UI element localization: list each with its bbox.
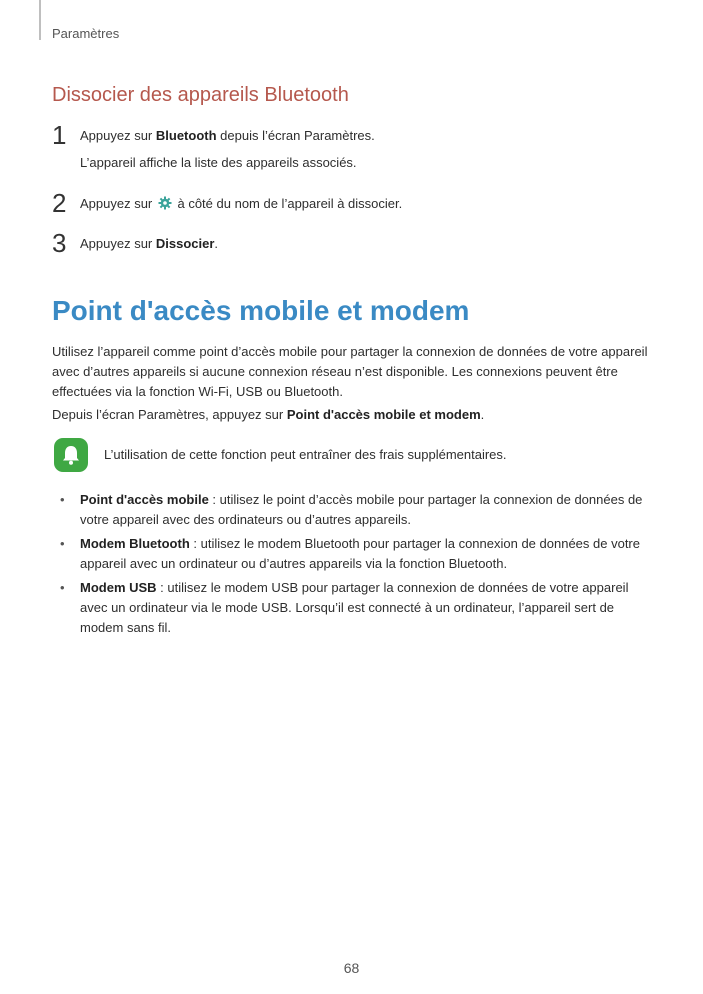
step-number: 2 (52, 188, 67, 218)
feature-bullet-list (52, 490, 652, 642)
step-note: L’appareil affiche la liste des appareils associés. (80, 155, 357, 170)
gear-icon (158, 196, 172, 210)
step-text-post: . (214, 236, 219, 251)
bullet-term: Modem Bluetooth (80, 536, 190, 551)
header-section-title: Paramètres (52, 26, 120, 41)
note-text: L’utilisation de cette fonction peut entraîner des frais supplémentaires. (104, 447, 507, 462)
step-text-post: depuis l’écran Paramètres. (216, 128, 375, 143)
step-number: 1 (52, 120, 67, 150)
step-text-pre: Appuyez sur (80, 236, 156, 251)
bullet-text: : utilisez le modem Bluetooth pour partager la connexion de données de votre appareil avec un ordinateur ou d’autres appareils via la fonction Bluetooth. (80, 536, 640, 571)
path-text-post: . (480, 407, 485, 422)
bullet-icon: • (60, 536, 65, 551)
step-text (80, 128, 375, 144)
hotspot-path-paragraph (52, 405, 652, 425)
page-number: 68 (343, 960, 360, 976)
header-rule (39, 0, 41, 40)
step-bold-term: Dissocier (155, 236, 215, 251)
bell-icon (54, 438, 88, 472)
bullet-icon: • (60, 580, 65, 595)
step-text (80, 236, 218, 252)
step-text (80, 196, 402, 212)
step-bold-term: Bluetooth (155, 128, 217, 143)
bullet-term: Point d'accès mobile (80, 492, 209, 507)
bullet-text: : utilisez le modem USB pour partager la connexion de données de votre appareil avec un ordinateur via le mode USB. Lorsqu’il est connecté à un ordinateur, l’appareil sert de modem sans fil. (80, 580, 629, 635)
step-text-pre: Appuyez sur (80, 196, 156, 211)
hotspot-intro-paragraph: Utilisez l’appareil comme point d’accès mobile pour partager la connexion de données de votre appareil avec d’autres appareils si aucune connexion réseau n’est disponible. Les connexions peuvent être effectuées via la fonction Wi-Fi, USB ou Bluetooth. (52, 344, 648, 399)
list-item (52, 578, 652, 638)
step-text-pre: Appuyez sur (80, 128, 156, 143)
step-number: 3 (52, 228, 67, 258)
list-item (52, 534, 652, 574)
hotspot-section-heading: Point d'accès mobile et modem (52, 295, 470, 326)
path-bold-term: Point d'accès mobile et modem (286, 407, 481, 422)
bullet-text: : utilisez le point d’accès mobile pour partager la connexion de données de votre appareil avec des ordinateurs ou d’autres appareils. (80, 492, 643, 527)
note-box (52, 436, 652, 472)
bullet-term: Modem USB (80, 580, 157, 595)
path-text-pre: Depuis l’écran Paramètres, appuyez sur (52, 407, 287, 422)
bluetooth-section-heading: Dissocier des appareils Bluetooth (52, 84, 349, 106)
list-item (52, 490, 652, 530)
step-text-post: à côté du nom de l’appareil à dissocier. (173, 196, 403, 211)
bullet-icon: • (60, 492, 65, 507)
